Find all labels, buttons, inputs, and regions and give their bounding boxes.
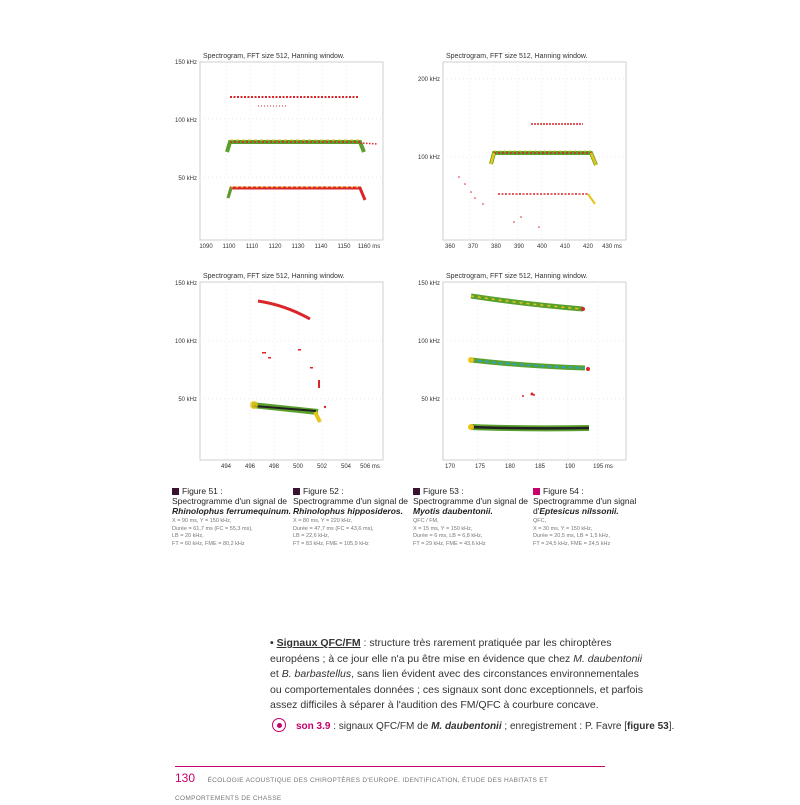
x-tick: 1120 (268, 244, 282, 250)
caption-species: Eptesicus nilssonii. (539, 506, 619, 516)
x-tick: 1150 (337, 244, 351, 250)
x-tick: 1160 ms (357, 244, 381, 250)
x-tick: 410 (559, 244, 571, 250)
x-tick: 1090 (199, 244, 213, 250)
figure-53-panel (170, 272, 385, 477)
y-tick: 50 kHz (178, 397, 197, 403)
caption-meta: X = 30 ms, Y = 150 kHz, (533, 525, 593, 532)
x-tick: 430 ms (602, 244, 622, 250)
y-tick: 100 kHz (174, 339, 197, 345)
figure-reference: figure 53 (627, 721, 669, 732)
y-tick: 50 kHz (421, 397, 440, 403)
caption-text: Spectrogramme d'un signal de (413, 496, 529, 506)
x-tick: 1100 (222, 244, 236, 250)
body-text: et (270, 668, 282, 680)
x-tick: 1140 (314, 244, 328, 250)
x-tick: 380 (490, 244, 502, 250)
y-tick: 100 kHz (417, 155, 440, 161)
sound-label: son 3.9 (296, 721, 331, 732)
body-species: M. daubentonii (573, 652, 643, 665)
caption-meta: FT = 83 kHz, FME = 105,9 kHz (293, 540, 369, 547)
y-tick: 150 kHz (174, 281, 197, 287)
caption-meta: FT = 29 kHz, FME = 43,6 kHz (413, 540, 486, 547)
figure-51-spectrogram (170, 52, 385, 257)
y-tick: 100 kHz (174, 118, 197, 124)
figure-marker-icon (172, 488, 179, 495)
caption-species: Rhinolophus ferrumequinum. (172, 506, 291, 516)
body-term: Signaux QFC/FM (276, 637, 361, 649)
x-tick: 360 (444, 244, 456, 250)
page-number: 130 (175, 771, 196, 785)
x-tick: 500 (292, 464, 304, 470)
caption-text: Spectrogramme d'un signal de (293, 496, 409, 506)
body-paragraph (270, 636, 650, 714)
figure-52-spectrogram (413, 52, 628, 257)
figure-52-panel-title: Spectrogram, FFT size 512, Hanning window. (446, 53, 588, 60)
caption-figure-53 (413, 486, 533, 548)
caption-meta: Durée = 6 ms, LB = 6,8 kHz, (413, 533, 483, 539)
y-tick: 150 kHz (417, 281, 440, 287)
page-footer (175, 766, 605, 805)
x-tick: 195 ms (593, 464, 613, 470)
x-tick: 1130 (291, 244, 305, 250)
figure-54-panel (413, 272, 628, 477)
sound-text: ]. (668, 721, 675, 732)
caption-meta: LB = 22,6 kHz, (293, 533, 330, 539)
x-tick: 400 (536, 244, 548, 250)
x-tick: 494 (220, 464, 232, 470)
caption-meta: Durée = 20,5 ms, LB = 1,5 kHz, (533, 533, 611, 539)
body-species: B. barbastellus (281, 668, 352, 680)
audio-play-icon[interactable] (272, 718, 286, 732)
x-tick: 185 (534, 464, 546, 470)
x-tick: 496 (244, 464, 256, 470)
caption-meta: QFC / FM, (413, 518, 439, 524)
caption-figure-54 (533, 486, 653, 548)
x-tick: 175 (474, 464, 486, 470)
x-tick: 502 (316, 464, 328, 470)
caption-meta: X = 15 ms, Y = 150 kHz, (413, 525, 473, 532)
body-text: , sans lien évident avec des circonstances environnementales ou comportementales données ; ces signaux sont donc exceptionnels, et parfois assez difficiles à séparer à l'audition des FM/QFC à courbure concave. (270, 668, 643, 711)
caption-text: Spectrogramme d'un signal de (172, 496, 288, 506)
x-tick: 1110 (245, 244, 259, 250)
figure-marker-icon (533, 488, 540, 495)
x-tick: 170 (444, 464, 456, 470)
caption-meta: X = 80 ms, Y = 220 kHz, (293, 518, 353, 524)
caption-meta: FT = 24,5 kHz, FME = 24,5 kHz (533, 540, 611, 547)
sound-species: M. daubentonii (431, 721, 502, 732)
figure-51-panel-title: Spectrogram, FFT size 512, Hanning window. (203, 53, 345, 60)
x-tick: 190 (564, 464, 576, 470)
caption-text: Spectrogramme d'un signal d' (533, 496, 637, 516)
figure-marker-icon (413, 488, 420, 495)
y-tick: 200 kHz (417, 77, 440, 83)
sound-reference (272, 718, 674, 732)
x-tick: 498 (268, 464, 280, 470)
caption-head: Figure 52 : (303, 486, 344, 496)
running-title: ÉCOLOGIE ACOUSTIQUE DES CHIROPTÈRES D'EUROPE. IDENTIFICATION, ÉTUDE DES HABITATS ET COMPORTEMENTS DE CHASSE (175, 777, 549, 802)
caption-head: Figure 51 : (182, 486, 223, 496)
caption-meta: LB = 20 kHz, (172, 533, 204, 539)
y-tick: 150 kHz (174, 60, 197, 66)
caption-meta: Durée = 61,7 ms (FC = 55,3 ms), (172, 525, 253, 532)
sound-text: : signaux QFC/FM de (330, 721, 432, 732)
x-tick: 390 (513, 244, 525, 250)
caption-head: Figure 54 : (543, 486, 584, 496)
x-tick: 180 (504, 464, 516, 470)
figure-51-panel (170, 52, 385, 257)
caption-meta: QFC, (533, 518, 547, 524)
caption-species: Myotis daubentonii. (413, 506, 493, 516)
bullet: • (270, 637, 274, 649)
x-tick: 370 (467, 244, 479, 250)
figure-53-spectrogram (170, 272, 385, 477)
figure-53-panel-title: Spectrogram, FFT size 512, Hanning window. (203, 273, 345, 280)
body-text: : structure très rarement pratiquée par les chiroptères européens ; à ce jour elle n'a pu être mise en évidence que chez (270, 637, 612, 665)
figure-54-panel-title: Spectrogram, FFT size 512, Hanning window. (446, 273, 588, 280)
caption-figure-51 (172, 486, 292, 548)
sound-text: ; enregistrement : P. Favre [ (501, 721, 628, 732)
caption-meta: Durée = 47,7 ms (FC = 43,6 ms), (293, 525, 374, 532)
y-tick: 50 kHz (178, 176, 197, 182)
y-tick: 100 kHz (417, 339, 440, 345)
caption-figure-52 (293, 486, 413, 548)
x-tick: 504 (340, 464, 352, 470)
caption-meta: FT = 60 kHz, FME = 80,2 kHz (172, 540, 245, 547)
x-tick: 506 ms (360, 464, 380, 470)
caption-head: Figure 53 : (423, 486, 464, 496)
figure-54-spectrogram (413, 272, 628, 477)
caption-species: Rhinolophus hipposideros. (293, 506, 404, 516)
figure-52-panel (413, 52, 628, 257)
x-tick: 420 (582, 244, 594, 250)
caption-meta: X = 90 ms, Y = 150 kHz, (172, 518, 232, 524)
figure-marker-icon (293, 488, 300, 495)
